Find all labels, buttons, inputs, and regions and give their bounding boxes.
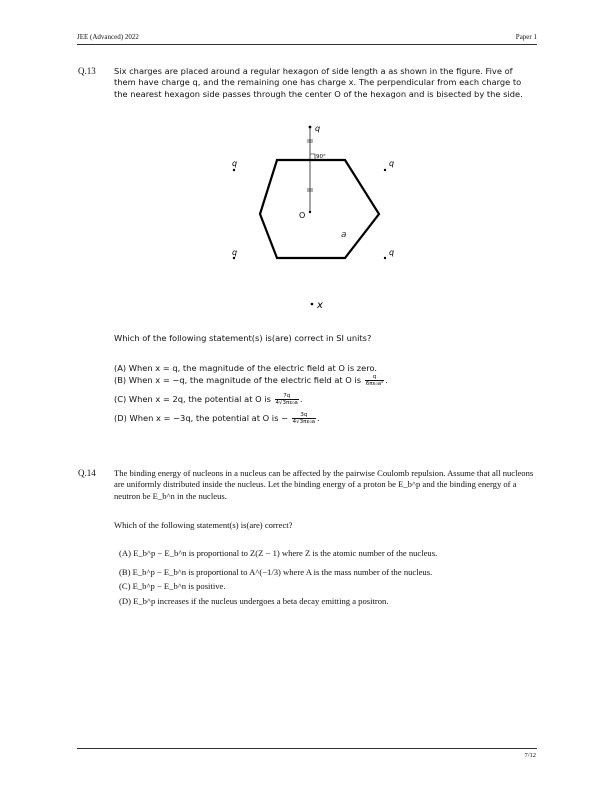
q13-option-a: (A) When x = q, the magnitude of the electric field at O is zero. <box>114 363 378 373</box>
q14-option-c: (C) E_b^p − E_b^n is positive. <box>119 581 226 591</box>
q14-option-d: (D) E_b^p increases if the nucleus undergoes a beta decay emitting a positron. <box>119 596 389 606</box>
angle-label: 90° <box>316 154 326 160</box>
center-point <box>309 211 311 213</box>
charge-top-label: q <box>315 124 321 133</box>
q14-option-a: (A) E_b^p − E_b^n is proportional to Z(Z − 1) where Z is the atomic number of the nucleus. <box>119 548 438 558</box>
q13-option-d: (D) When x = −3q, the potential at O is − $\frac{3q}{\text{4√3πε₀a}}$ . <box>114 412 320 425</box>
svg-text:q: q <box>389 248 395 257</box>
footer-rule <box>77 748 537 749</box>
header-rule <box>77 44 537 45</box>
q14-question: Which of the following statement(s) is(are) correct? <box>114 520 293 530</box>
charge-top-left <box>233 169 235 171</box>
side-label: a <box>341 230 347 240</box>
svg-text:q: q <box>389 159 395 168</box>
paper-label: Paper 1 <box>515 33 537 41</box>
q13-option-c: (C) When x = 2q, the potential at O is $\frac{7q}{\text{4√3πε₀a}}$ . <box>114 393 303 406</box>
q14-option-b: (B) E_b^p − E_b^n is proportional to A^(−1/3) where A is the mass number of the nucleus. <box>119 567 433 577</box>
page-number: 7/12 <box>524 752 536 759</box>
q13-number: Q.13 <box>78 66 96 76</box>
q13-question: Which of the following statement(s) is(are) correct in SI units? <box>114 333 372 343</box>
q13-text: Six charges are placed around a regular hexagon of side length a as shown in the figure. Five of them have charge q, and the remaining one has charge x. The perpendicular from each charge to the nearest hexagon side passes through the center O of the hexagon and is bisected by the side. <box>114 66 523 99</box>
charge-x <box>311 303 314 306</box>
hexagon-figure <box>220 118 420 318</box>
charge-bottom-right <box>384 257 386 259</box>
charge-bottom-left <box>233 257 235 259</box>
svg-text:q: q <box>232 159 238 168</box>
charge-top-right <box>384 169 386 171</box>
charge-top <box>309 126 312 129</box>
svg-text:q: q <box>232 248 238 257</box>
exam-title: JEE (Advanced) 2022 <box>77 33 139 41</box>
charge-x-label: x <box>317 300 323 311</box>
hexagon <box>260 160 379 258</box>
center-label: O <box>299 211 306 220</box>
q14-number: Q.14 <box>78 468 96 478</box>
q14-text: The binding energy of nucleons in a nucleus can be affected by the pairwise Coulomb repulsion. Assume that all nucleons are uniformly distributed inside the nucleus. Let the binding energy of a proton be E_b^p and the binding energy of a neutron be E_b^n in the nucleus. <box>114 468 534 501</box>
q13-option-b: (B) When x = −q, the magnitude of the electric field at O is $\frac{q}{\text{6πε₀a²}}$ . <box>114 374 388 387</box>
